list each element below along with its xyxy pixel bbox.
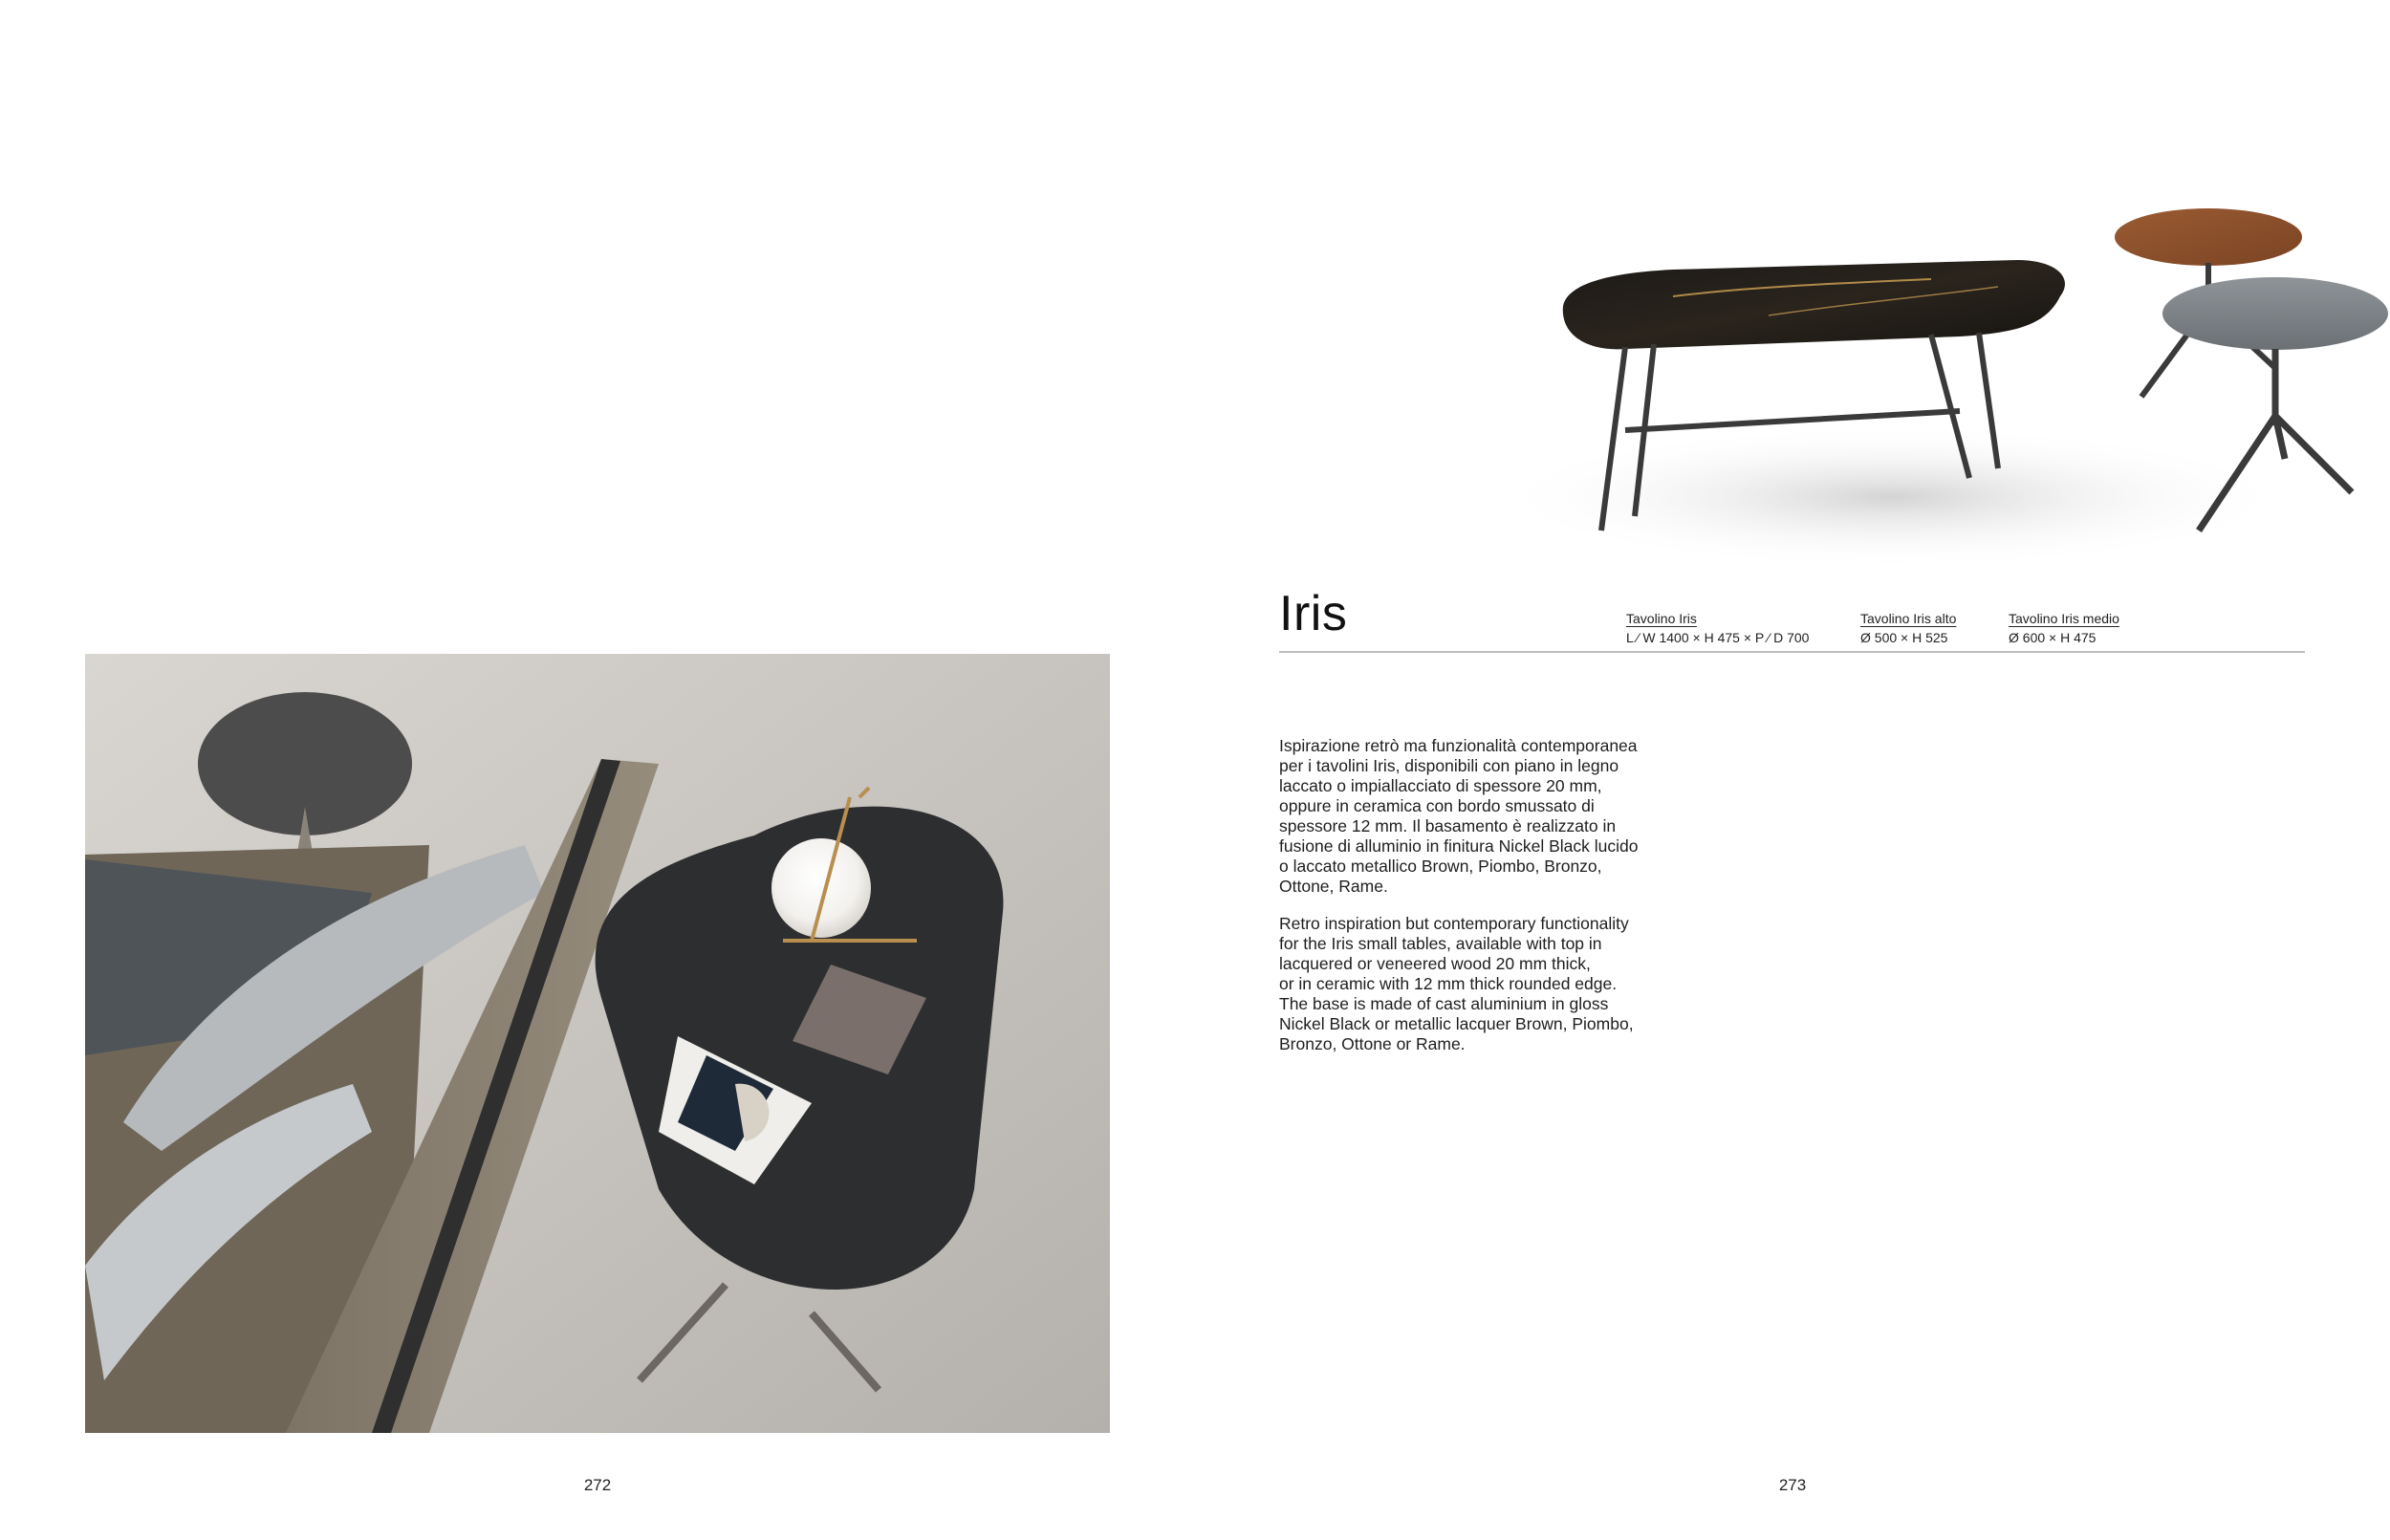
spec-name: Tavolino Iris (1626, 611, 1697, 626)
spec-name: Tavolino Iris medio (2009, 611, 2119, 626)
spec-dimensions: Ø 500 × H 525 (1860, 630, 1948, 645)
description-italian-text: Ispirazione retrò ma funzionalità contemporanea per i tavolini Iris, disponibili con piano in legno laccato o impiallacciato di spessore 20 mm, oppure in ceramica con bordo smussato di spessore 12 mm. Il basamento è realizzato in fusione di alluminio in finitura Nickel Black lucido o laccato metallico Brown, Piombo, Bronzo, Ottone, Rame. (1279, 736, 1639, 896)
description-italian (1279, 736, 1681, 897)
spec-item (2009, 609, 2119, 647)
bedroom-scene-illustration (85, 654, 1110, 1433)
page-number-right: 273 (1778, 1476, 1807, 1494)
spec-dimensions: Ø 600 × H 475 (2009, 630, 2097, 645)
spec-dimensions: L ⁄ W 1400 × H 475 × P ⁄ D 700 (1626, 630, 1810, 645)
description-english-text: Retro inspiration but contemporary functionality for the Iris small tables, available with top in lacquered or veneered wood 20 mm thick, or in ceramic with 12 mm thick rounded edge. The base is made of cast aluminium in gloss Nickel Black or metallic lacquer Brown, Piombo, Bronzo, Ottone or Rame. (1279, 914, 1634, 1053)
spec-item (1626, 609, 1809, 647)
lifestyle-photo (85, 654, 1110, 1433)
spec-name: Tavolino Iris alto (1860, 611, 1957, 626)
spec-item (1860, 609, 1956, 647)
product-title: Iris (1279, 586, 1348, 641)
page-number-left: 272 (583, 1476, 612, 1494)
product-photo (1482, 191, 2390, 564)
iris-tables-illustration (1482, 191, 2390, 564)
divider-rule (1279, 651, 2305, 653)
description-english (1279, 914, 1681, 1054)
